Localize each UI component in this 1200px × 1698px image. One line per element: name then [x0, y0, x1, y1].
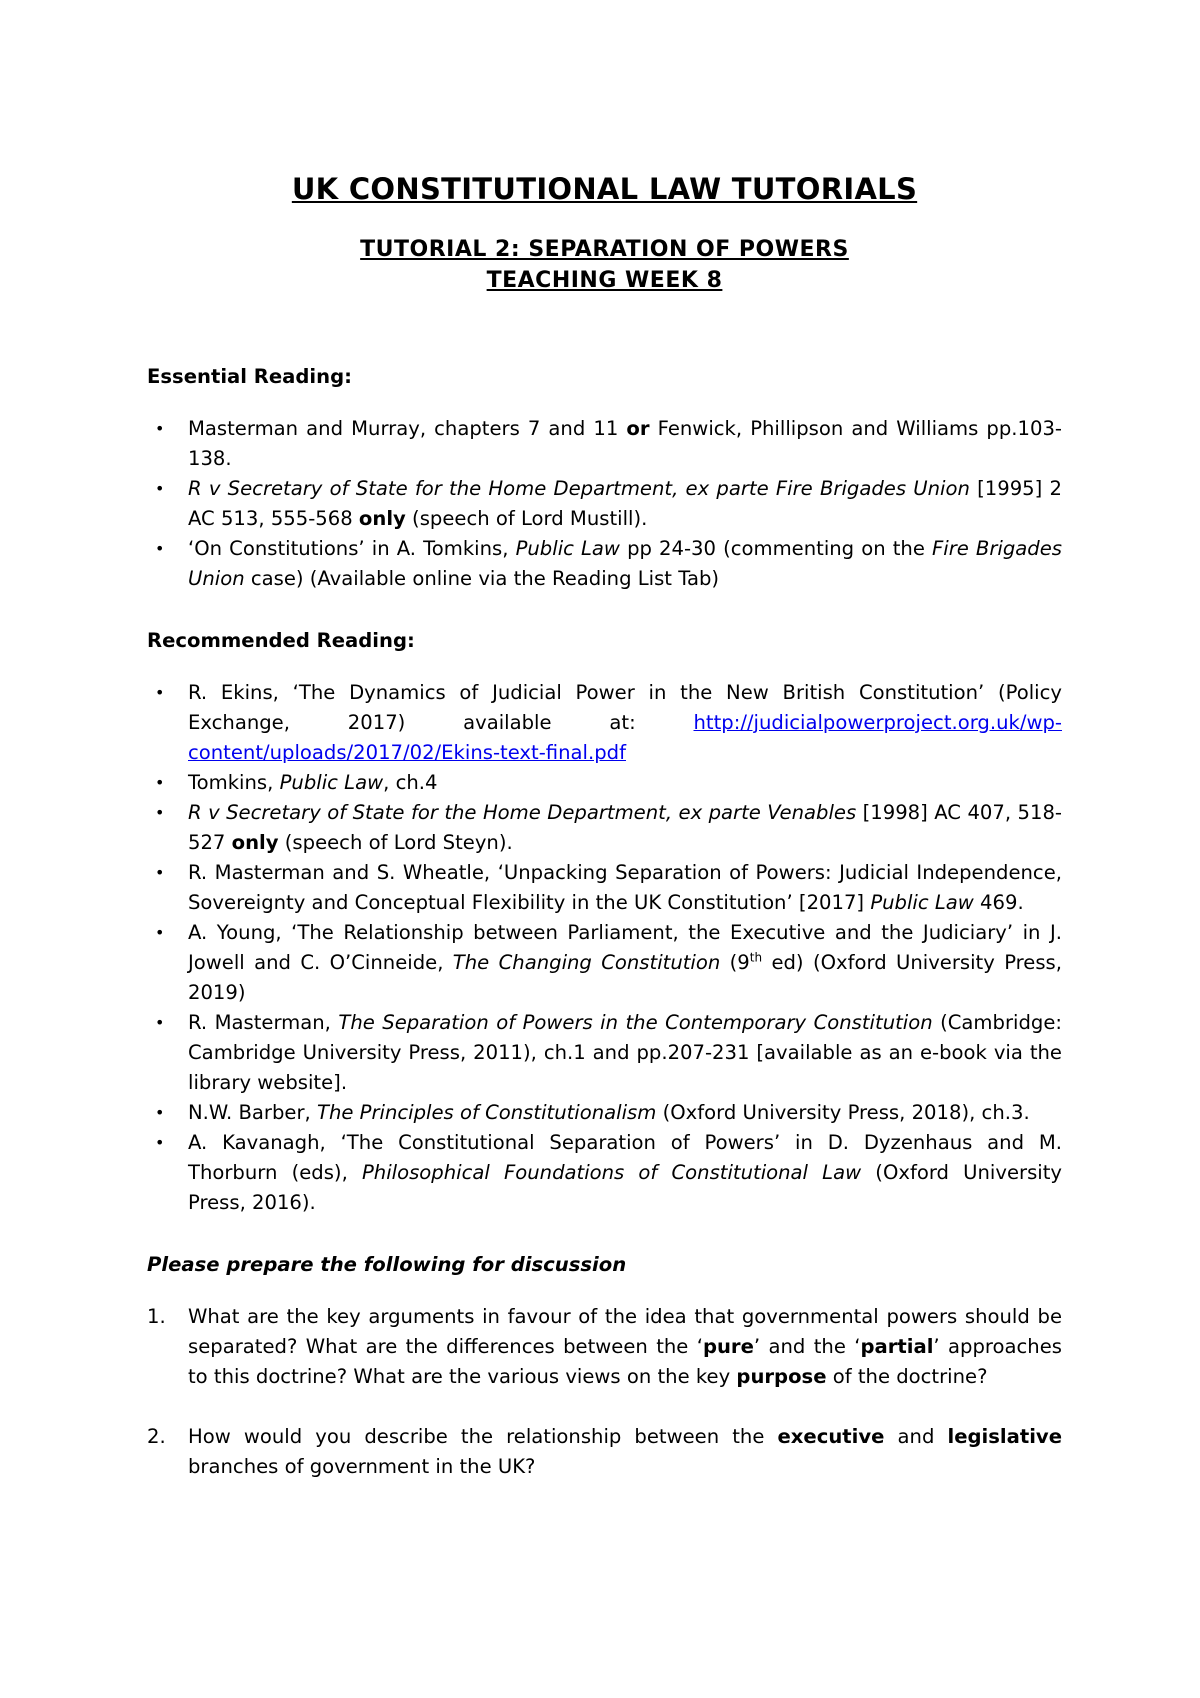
- list-item: • R. Masterman, The Separation of Powers in the Contemporary Constitution (Cambridge: Cambridge University Press, 2011), ch.1 and pp.207-231 [available as an e-book via the library website].: [147, 1008, 1062, 1098]
- tutorial-subtitle: TUTORIAL 2: SEPARATION OF POWERS: [360, 237, 849, 262]
- list-item: • A. Kavanagh, ‘The Constitutional Separation of Powers’ in D. Dyzenhaus and M. Thorburn (eds), Philosophical Foundations of Constitutional Law (Oxford University Press, 2016).: [147, 1128, 1062, 1218]
- essential-reading-list: [147, 414, 1062, 594]
- bullet-icon: •: [155, 1103, 165, 1122]
- discussion-questions: [147, 1302, 1062, 1482]
- document-title: UK CONSTITUTIONAL LAW TUTORIALS: [291, 172, 918, 206]
- teaching-week: TEACHING WEEK 8: [486, 268, 723, 293]
- bullet-icon: •: [155, 863, 165, 882]
- bullet-icon: •: [155, 539, 165, 558]
- list-item: • A. Young, ‘The Relationship between Parliament, the Executive and the Judiciary’ in J. Jowell and C. O’Cinneide, The Changing Constitution (9th ed) (Oxford University Press, 2019): [147, 918, 1062, 1008]
- book-title: Philosophical Foundations of Constitutional Law: [361, 1161, 862, 1184]
- book-title: The Separation of Powers in the Contemporary Constitution: [338, 1011, 933, 1034]
- bullet-icon: •: [155, 773, 165, 792]
- bullet-icon: •: [155, 1013, 165, 1032]
- book-title: Public Law: [279, 771, 384, 794]
- question-number: 2.: [147, 1425, 166, 1448]
- bullet-icon: •: [155, 923, 165, 942]
- bullet-icon: •: [155, 1133, 165, 1152]
- list-item: • Masterman and Murray, chapters 7 and 11 or Fenwick, Phillipson and Williams pp.103-138.: [147, 414, 1062, 474]
- question-item: 2. How would you describe the relationship between the executive and legislative branches of government in the UK?: [147, 1422, 1062, 1482]
- bullet-icon: •: [155, 683, 165, 702]
- list-item: • ‘On Constitutions’ in A. Tomkins, Public Law pp 24-30 (commenting on the Fire Brigades Union case) (Available online via the Reading List Tab): [147, 534, 1062, 594]
- journal-title: Public Law: [870, 891, 974, 914]
- book-title: The Changing Constitution: [452, 951, 721, 974]
- bullet-icon: •: [155, 419, 165, 438]
- list-item: • R. Ekins, ‘The Dynamics of Judicial Power in the New British Constitution’ (Policy Exchange, 2017) available at: http://judicialpowerproject.org.uk/wp-content/uploads/2017/02/Ekins-text-final.pdf: [147, 678, 1062, 768]
- case-name: R v Secretary of State for the Home Department, ex parte Venables: [188, 801, 857, 824]
- list-item: • R v Secretary of State for the Home Department, ex parte Fire Brigades Union [1995] 2 AC 513, 555-568 only (speech of Lord Mustill).: [147, 474, 1062, 534]
- book-title: Public Law: [515, 537, 620, 560]
- list-item: • R. Masterman and S. Wheatle, ‘Unpacking Separation of Powers: Judicial Independence, Sovereignty and Conceptual Flexibility in the UK Constitution’ [2017] Public Law 469.: [147, 858, 1062, 918]
- case-name: Fire Brigades Union: [188, 537, 1062, 590]
- essential-reading-heading: Essential Reading:: [147, 365, 352, 388]
- question-item: 1. What are the key arguments in favour of the idea that governmental powers should be separated? What are the differences between the ‘pure’ and the ‘partial’ approaches to this doctrine? What are the various views on the key purpose of the doctrine?: [147, 1302, 1062, 1392]
- discussion-heading: Please prepare the following for discussion: [147, 1253, 627, 1276]
- recommended-reading-heading: Recommended Reading:: [147, 629, 415, 652]
- list-item: • Tomkins, Public Law, ch.4: [147, 768, 1062, 798]
- ekins-pdf-link[interactable]: http://judicialpowerproject.org.uk/wp-content/uploads/2017/02/Ekins-text-final.pdf: [188, 711, 1062, 764]
- recommended-reading-list: [147, 678, 1062, 1218]
- bullet-icon: •: [155, 479, 165, 498]
- case-name: R v Secretary of State for the Home Department, ex parte Fire Brigades Union: [188, 477, 970, 500]
- book-title: The Principles of Constitutionalism: [316, 1101, 657, 1124]
- list-item: • R v Secretary of State for the Home Department, ex parte Venables [1998] AC 407, 518-527 only (speech of Lord Steyn).: [147, 798, 1062, 858]
- essential-reading-section: [147, 362, 1062, 594]
- discussion-section: [147, 1250, 1062, 1482]
- recommended-reading-section: [147, 626, 1062, 1218]
- question-number: 1.: [147, 1305, 166, 1328]
- bullet-icon: •: [155, 803, 165, 822]
- list-item: • N.W. Barber, The Principles of Constitutionalism (Oxford University Press, 2018), ch.3.: [147, 1098, 1062, 1128]
